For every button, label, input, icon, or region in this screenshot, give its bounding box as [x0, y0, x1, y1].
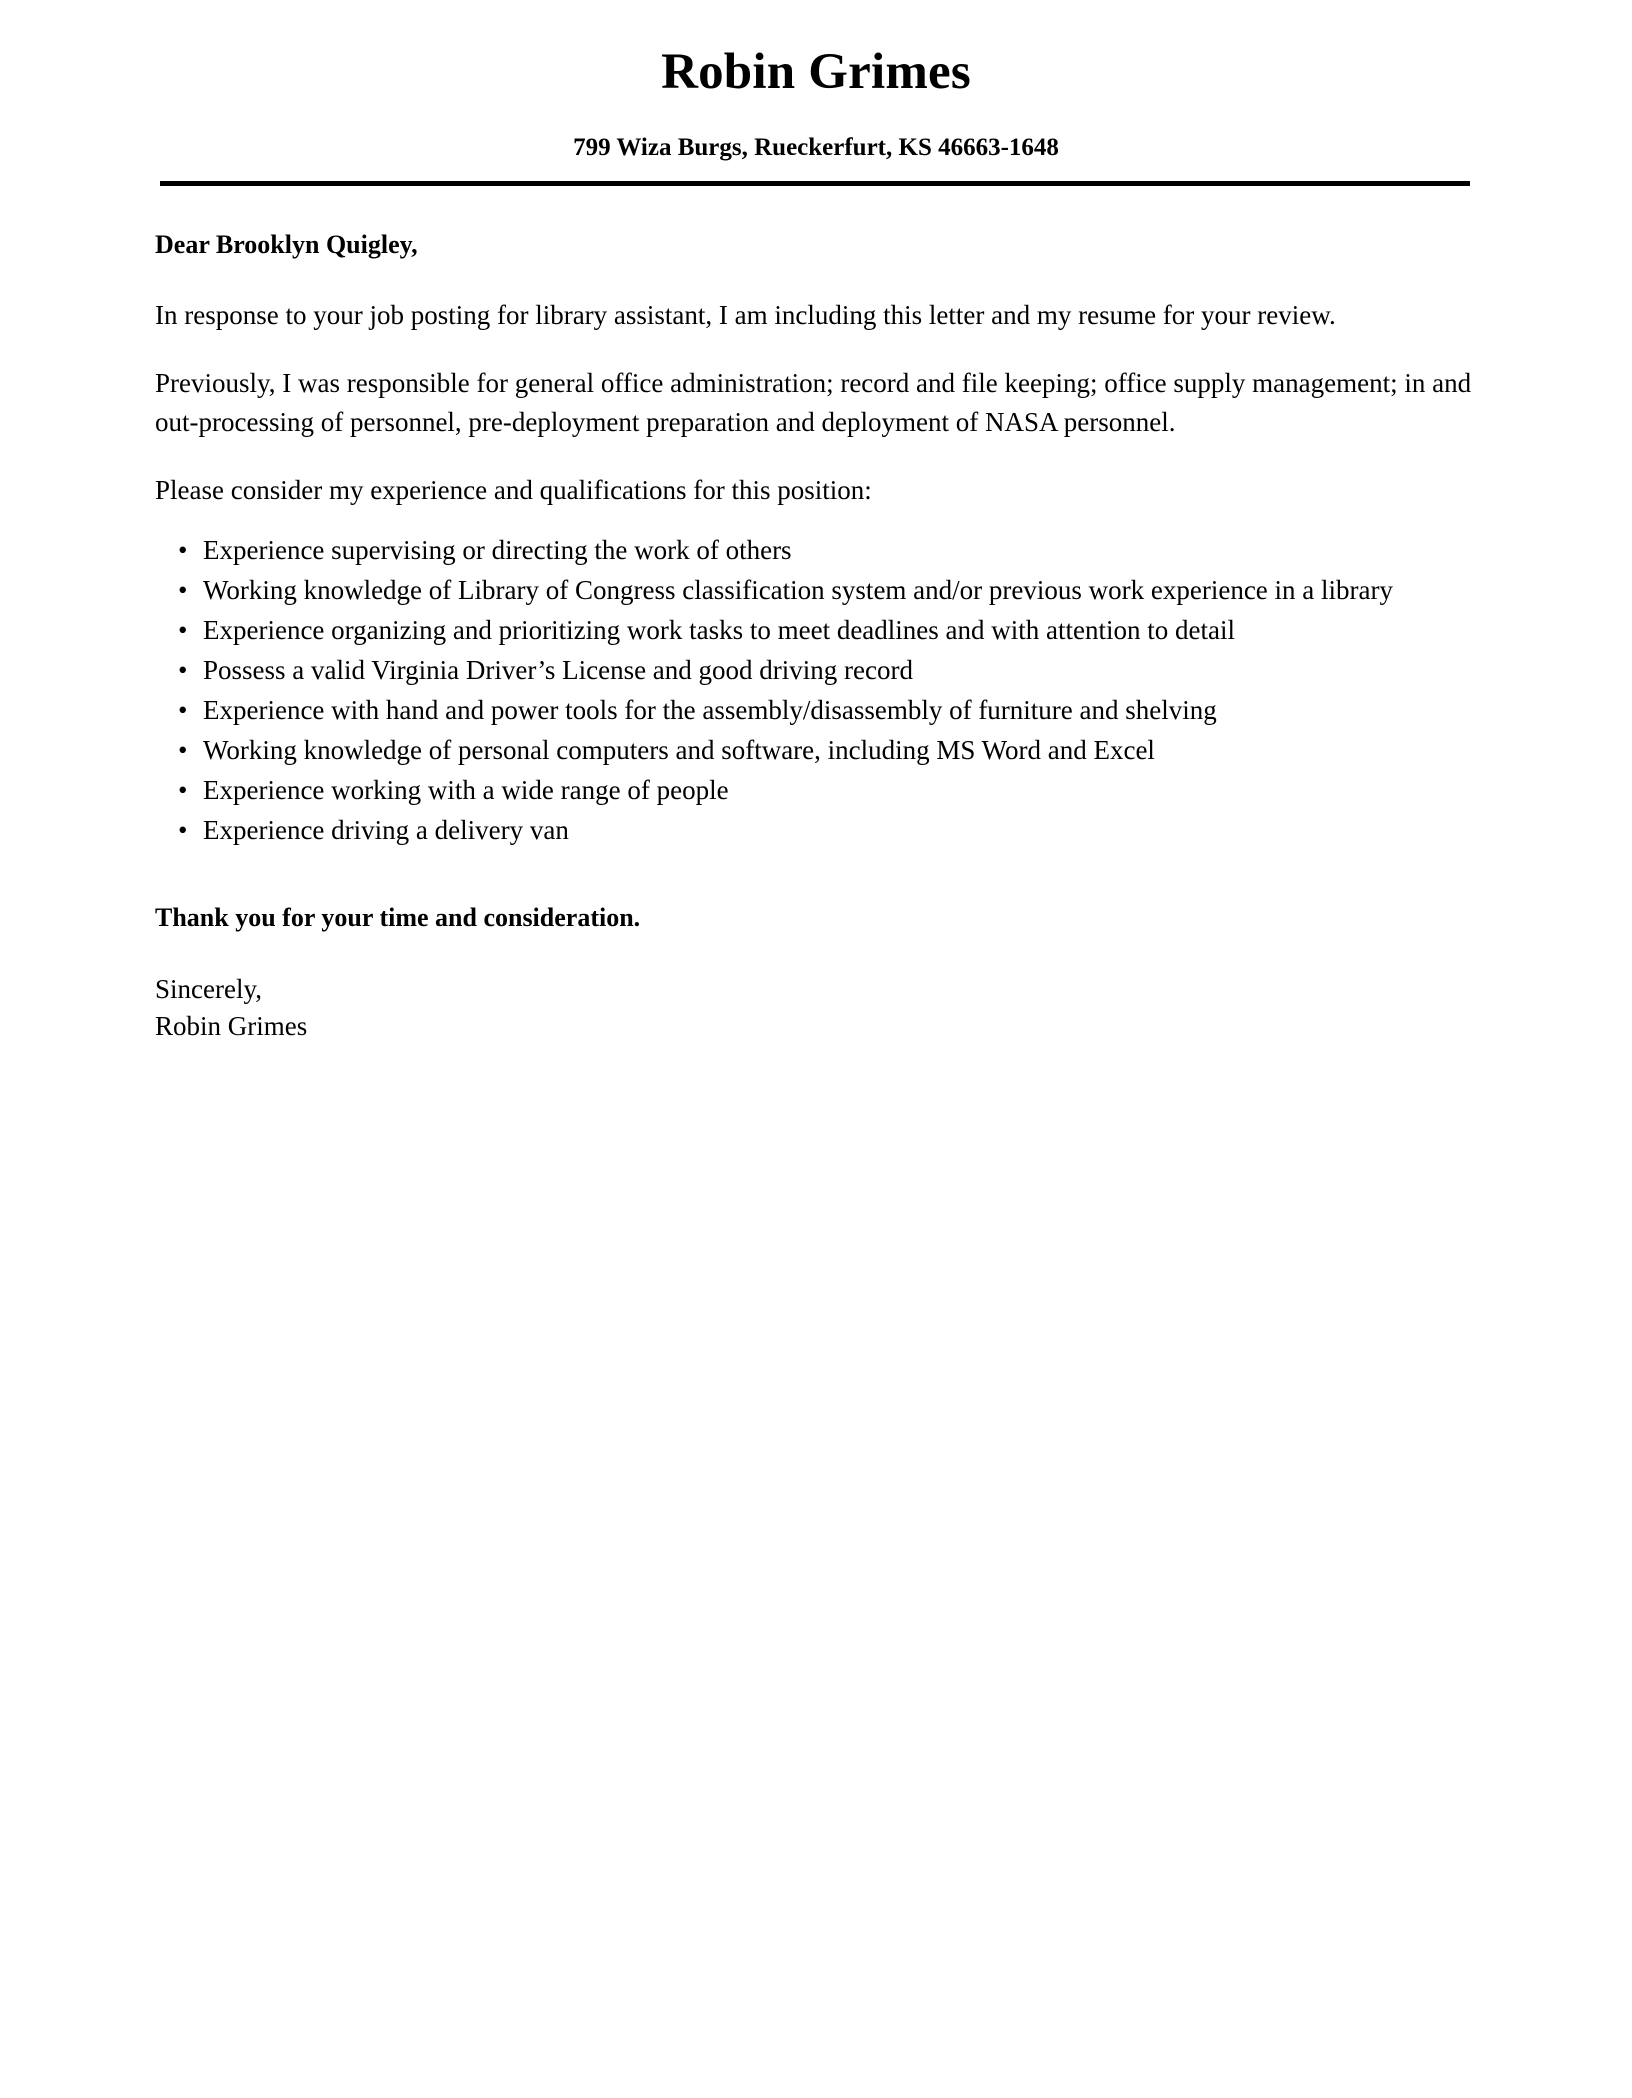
list-item	[155, 772, 1472, 809]
bullet-icon: •	[178, 575, 188, 606]
closing-thanks: Thank you for your time and consideration.	[155, 903, 641, 933]
paragraph-intro: In response to your job posting for library assistant, I am including this letter and my resume for your review.	[155, 299, 1336, 330]
signoff-block	[155, 971, 1472, 1046]
list-item-label: Working knowledge of Library of Congress classification system and/or previous work experience in a library	[203, 575, 1393, 606]
bullet-icon: •	[178, 735, 188, 766]
list-item-label: Experience working with a wide range of people	[203, 775, 729, 806]
bullet-icon: •	[178, 695, 188, 726]
list-item	[155, 812, 1472, 849]
letter-body	[0, 186, 1632, 1046]
list-item	[155, 612, 1472, 649]
salutation: Dear Brooklyn Quigley,	[155, 230, 418, 260]
list-item-label: Possess a valid Virginia Driver’s License and good driving record	[203, 655, 913, 686]
list-item	[155, 732, 1472, 769]
list-item-label: Working knowledge of personal computers and software, including MS Word and Excel	[203, 735, 1155, 766]
bullet-icon: •	[178, 535, 188, 566]
list-item	[155, 692, 1472, 729]
letterhead	[0, 0, 1632, 186]
list-item	[155, 572, 1472, 609]
bullet-icon: •	[178, 615, 188, 646]
list-item-label: Experience with hand and power tools for the assembly/disassembly of furniture and shelving	[203, 695, 1217, 726]
page-title: Robin Grimes	[661, 44, 971, 100]
list-item-label: Experience organizing and prioritizing work tasks to meet deadlines and with attention to detail	[203, 615, 1235, 646]
bullet-icon: •	[178, 815, 188, 846]
list-item-label: Experience driving a delivery van	[203, 815, 569, 846]
paragraph-qualifications-intro: Please consider my experience and qualifications for this position:	[155, 475, 872, 506]
bullet-icon: •	[178, 775, 188, 806]
list-item-label: Experience supervising or directing the work of others	[203, 535, 792, 566]
signoff-name: Robin Grimes	[155, 1011, 308, 1042]
address-line: 799 Wiza Burgs, Rueckerfurt, KS 46663-1648	[573, 134, 1059, 162]
list-item	[155, 652, 1472, 689]
signoff-closing: Sincerely,	[155, 974, 262, 1005]
bullet-icon: •	[178, 655, 188, 686]
paragraph-experience: Previously, I was responsible for general office administration; record and file keeping; office supply management; in and out-processing of personnel, pre-deployment preparation and deployment of NASA personnel.	[155, 368, 1472, 438]
qualifications-list	[155, 532, 1472, 849]
list-item	[155, 532, 1472, 569]
